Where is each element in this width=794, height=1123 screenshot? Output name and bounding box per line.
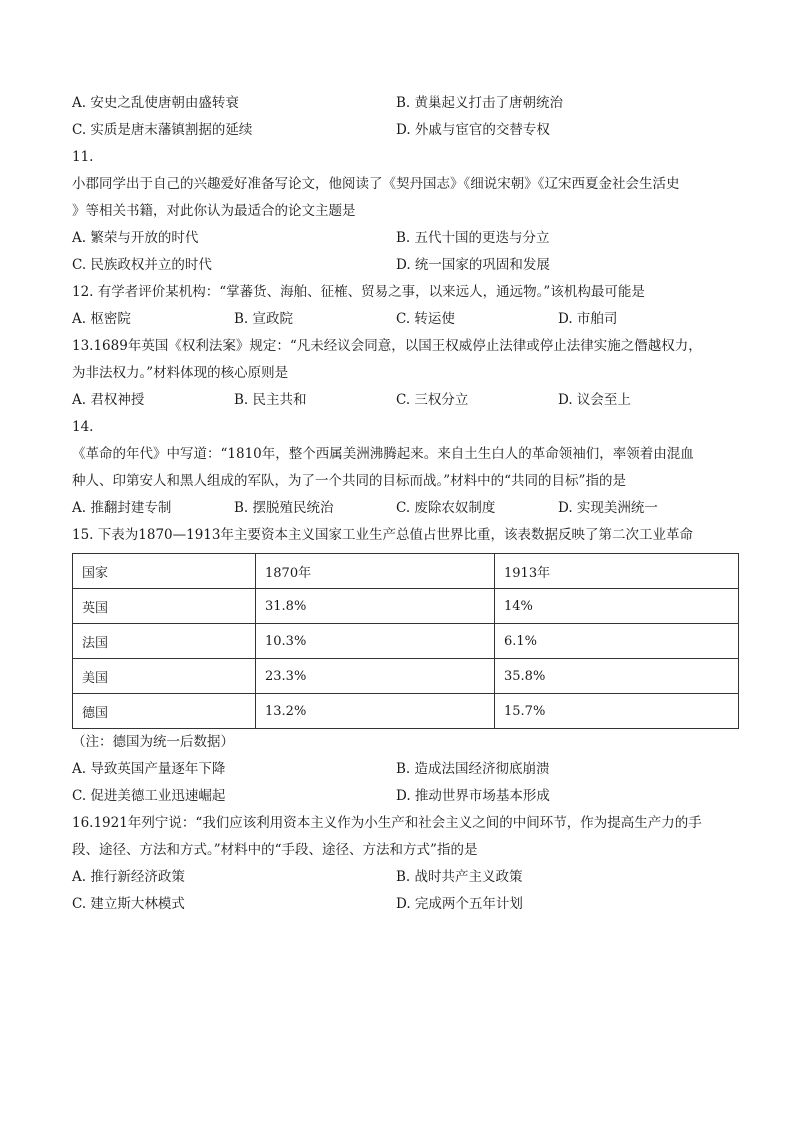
- table-cell: 10.3%: [256, 624, 495, 659]
- table-cell: 13.2%: [256, 694, 495, 729]
- table-cell: 美国: [73, 659, 256, 694]
- table-header-cell: 国家: [73, 554, 256, 589]
- q12-option-d[interactable]: D. 市舶司: [558, 311, 618, 327]
- table-header-cell: 1913年: [495, 554, 739, 589]
- q16-option-c[interactable]: C. 建立斯大林模式: [72, 896, 185, 912]
- q11-options-row-2: [72, 252, 732, 279]
- q11-option-c[interactable]: C. 民族政权并立的时代: [72, 257, 212, 273]
- table-row: [73, 589, 739, 624]
- table-header-row: [73, 554, 739, 589]
- q16-stem-line-2: 段、途径、方法和方式。”材料中的“手段、途径、方法和方式”指的是: [72, 842, 478, 858]
- table-row: [73, 659, 739, 694]
- q13-option-b[interactable]: B. 民主共和: [234, 392, 307, 408]
- q12-option-c[interactable]: C. 转运使: [396, 311, 455, 327]
- q15-option-c[interactable]: C. 促进美德工业迅速崛起: [72, 788, 226, 804]
- table-cell: 15.7%: [495, 694, 739, 729]
- q15-option-b[interactable]: B. 造成法国经济彻底崩溃: [396, 761, 550, 777]
- q13-option-a[interactable]: A. 君权神授: [72, 392, 145, 408]
- q10-option-b[interactable]: B. 黄巢起义打击了唐朝统治: [396, 95, 564, 111]
- q11-stem-line-2: 》等相关书籍，对此你认为最适合的论文主题是: [72, 203, 356, 219]
- q15-stem: 15. 下表为1870—1913年主要资本主义国家工业生产总值占世界比重，该表数据反映了第二次工业革命: [72, 527, 693, 543]
- q13-option-c[interactable]: C. 三权分立: [396, 392, 469, 408]
- table-cell: 14%: [495, 589, 739, 624]
- q12-options-row: [72, 306, 732, 333]
- q14-stem-line-2: 种人、印第安人和黑人组成的军队，为了一个共同的目标而战。”材料中的“共同的目标”指的是: [72, 473, 626, 489]
- q15-options-row-2: [72, 783, 732, 810]
- table-cell: 法国: [73, 624, 256, 659]
- q14-option-a[interactable]: A. 推翻封建专制: [72, 500, 172, 516]
- q11-options-row-1: [72, 225, 732, 252]
- q11-option-d[interactable]: D. 统一国家的巩固和发展: [396, 257, 550, 273]
- q10-options-row-2: [72, 117, 732, 144]
- table-cell: 6.1%: [495, 624, 739, 659]
- q14-option-c[interactable]: C. 废除农奴制度: [396, 500, 496, 516]
- exam-page: [72, 90, 732, 918]
- q10-options-row-1: [72, 90, 732, 117]
- table-cell: 35.8%: [495, 659, 739, 694]
- q15-option-d[interactable]: D. 推动世界市场基本形成: [396, 788, 550, 804]
- q16-option-d[interactable]: D. 完成两个五年计划: [396, 896, 523, 912]
- q16-option-a[interactable]: A. 推行新经济政策: [72, 869, 185, 885]
- q12-stem: 12. 有学者评价某机构：“掌蕃货、海舶、征榷、贸易之事，以来远人，通远物。”该机构最可能是: [72, 284, 645, 300]
- q14-number: 14.: [72, 419, 94, 435]
- q13-stem-line-1: 13.1689年英国《权利法案》规定：“凡未经议会同意，以国王权威停止法律或停止法律实施之僭越权力，: [72, 338, 702, 354]
- q12-option-b[interactable]: B. 宣政院: [234, 311, 294, 327]
- q13-option-d[interactable]: D. 议会至上: [558, 392, 631, 408]
- q16-option-b[interactable]: B. 战时共产主义政策: [396, 869, 523, 885]
- table-cell: 英国: [73, 589, 256, 624]
- q11-stem-line-1: 小郡同学出于自己的兴趣爱好准备写论文，他阅读了《契丹国志》《细说宋朝》《辽宋西夏金社会生活史: [72, 176, 680, 192]
- q14-option-b[interactable]: B. 摆脱殖民统治: [234, 500, 334, 516]
- table-cell: 德国: [73, 694, 256, 729]
- table-row: [73, 694, 739, 729]
- table-header-cell: 1870年: [256, 554, 495, 589]
- q15-options-row-1: [72, 756, 732, 783]
- q16-stem-line-1: 16.1921年列宁说：“我们应该利用资本主义作为小生产和社会主义之间的中间环节，作为提高生产力的手: [72, 815, 702, 831]
- table-cell: 31.8%: [256, 589, 495, 624]
- table-cell: 23.3%: [256, 659, 495, 694]
- q10-option-d[interactable]: D. 外戚与宦官的交替专权: [396, 122, 550, 138]
- industrial-share-table: [72, 553, 739, 729]
- q11-number: 11.: [72, 149, 94, 165]
- q13-stem-line-2: 为非法权力。”材料体现的核心原则是: [72, 365, 289, 381]
- q10-option-a[interactable]: A. 安史之乱使唐朝由盛转衰: [72, 95, 239, 111]
- q11-option-b[interactable]: B. 五代十国的更迭与分立: [396, 230, 550, 246]
- table-row: [73, 624, 739, 659]
- q14-options-row: [72, 495, 732, 522]
- q14-option-d[interactable]: D. 实现美洲统一: [558, 500, 658, 516]
- q15-option-a[interactable]: A. 导致英国产量逐年下降: [72, 761, 226, 777]
- q12-option-a[interactable]: A. 枢密院: [72, 311, 131, 327]
- q16-options-row-2: [72, 891, 732, 918]
- q15-table-note: （注：德国为统一后数据）: [72, 734, 234, 750]
- q16-options-row-1: [72, 864, 732, 891]
- q11-option-a[interactable]: A. 繁荣与开放的时代: [72, 230, 199, 246]
- q14-stem-line-1: 《革命的年代》中写道：“1810年，整个西属美洲沸腾起来。来自土生白人的革命领袖们，率领着由混血: [72, 446, 694, 462]
- q10-option-c[interactable]: C. 实质是唐末藩镇割据的延续: [72, 122, 253, 138]
- q13-options-row: [72, 387, 732, 414]
